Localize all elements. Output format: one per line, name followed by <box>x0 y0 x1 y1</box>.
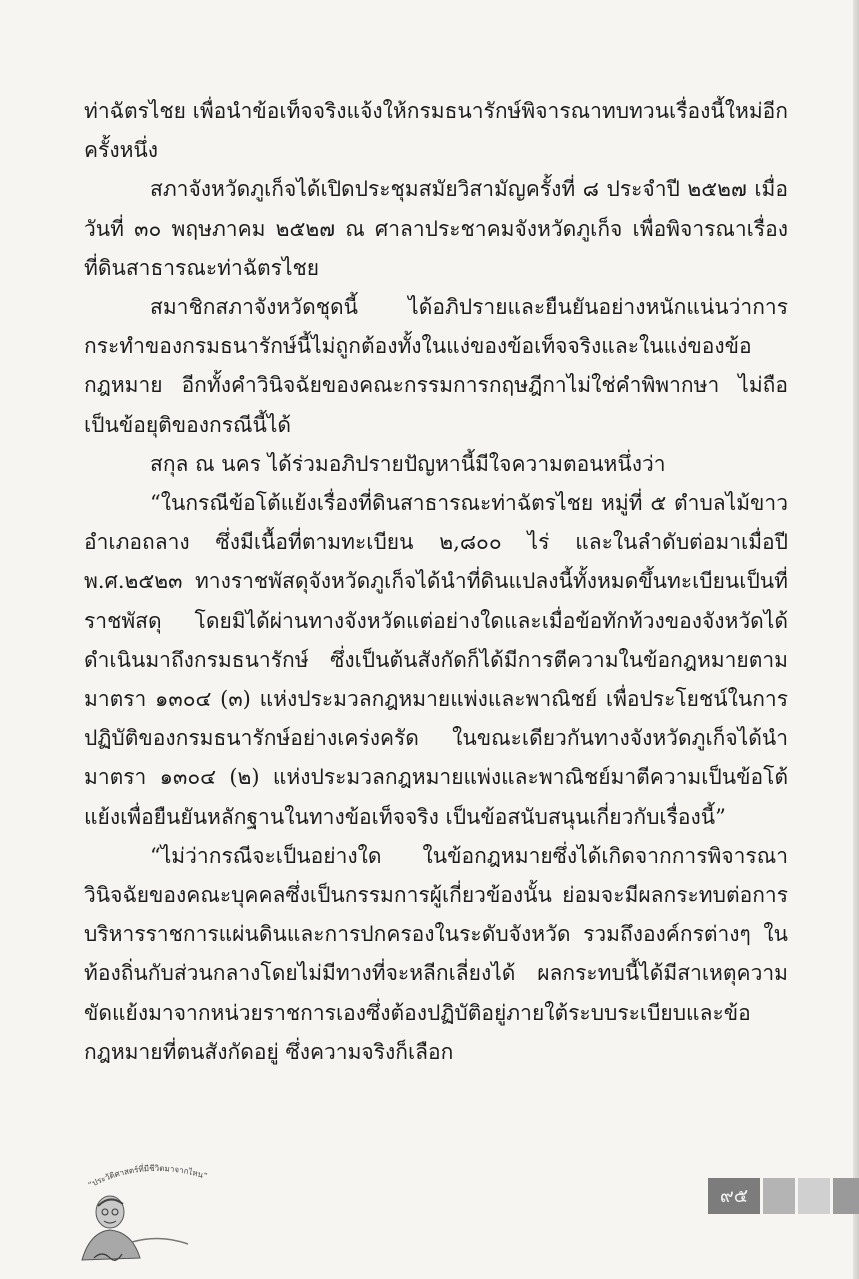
paragraph-2: สภาจังหวัดภูเก็จได้เปิดประชุมสมัยวิสามัญครั้งที่ ๘ ประจำปี ๒๕๒๗ เมื่อวันที่ ๓๐ พฤษภาคม ๒๕๒๗ ณ ศาลาประชาคมจังหวัดภูเก็จ เพื่อพิจารณาเรื่องที่ดินสาธารณะท่าฉัตรไชย <box>84 177 788 280</box>
paragraph-4: สกุล ณ นคร ได้ร่วมอภิปรายปัญหานี้มีใจความตอนหนึ่งว่า <box>150 451 666 476</box>
tab-block <box>763 1178 795 1214</box>
tab-block <box>833 1178 859 1214</box>
logo-caption: “ประวัติศาสตร์ที่มีชีวิตมาจากไหน” <box>86 1163 209 1190</box>
paragraph-6-quote: “ไม่ว่ากรณีจะเป็นอย่างใด ในข้อกฎหมายซึ่งได้เกิดจากการพิจารณาวินิจฉัยของคณะบุคคลซึ่งเป็นกรรมการผู้เกี่ยวข้องนั้น ย่อมจะมีผลกระทบต่อการบริหารราชการแผ่นดินและการปกครองในระดับจังหวัด รวมถึงองค์กรต่างๆ ในท้องถิ่นกับส่วนกลางโดยไม่มีทางที่จะหลีกเลี่ยงได้ ผลกระทบนี้ได้มีสาเหตุความขัดแย้งมาจากหน่วยราชการเองซึ่งต้องปฏิบัติอยู่ภายใต้ระบบระเบียบและข้อกฎหมายที่ตนสังกัดอยู่ ซึ่งความจริงก็เลือก <box>84 843 788 1064</box>
body-text <box>84 92 788 1072</box>
paragraph-3: สมาชิกสภาจังหวัดชุดนี้ ได้อภิปรายและยืนยันอย่างหนักแน่นว่าการกระทำของกรมธนารักษ์นี้ไม่ถูกต้องทั้งในแง่ของข้อเท็จจริงและในแง่ของข้อกฎหมาย อีกทั้งคำวินิจฉัยของคณะกรรมการกฤษฎีกาไม่ใช่คำพิพากษา ไม่ถือเป็นข้อยุติของกรณีนี้ได้ <box>84 295 788 437</box>
page-number: ๙๕ <box>708 1178 760 1214</box>
page-number-tab <box>708 1178 859 1214</box>
portrait-logo-icon <box>70 1160 230 1270</box>
svg-text:“ประวัติศาสตร์ที่มีชีวิตมาจากไ <box>87 1163 209 1190</box>
tab-block <box>798 1178 830 1214</box>
paragraph-5-quote: “ในกรณีข้อโต้แย้งเรื่องที่ดินสาธารณะท่าฉัตรไชย หมู่ที่ ๕ ตำบลไม้ขาว อำเภอถลาง ซึ่งมีเนื้อที่ตามทะเบียน ๒,๘๐๐ ไร่ และในลำดับต่อมาเมื่อปี พ.ศ.๒๕๒๓ ทางราชพัสดุจังหวัดภูเก็จได้นำที่ดินแปลงนี้ทั้งหมดขึ้นทะเบียนเป็นที่ราชพัสดุ โดยมิได้ผ่านทางจังหวัดแต่อย่างใดและเมื่อข้อทักท้วงของจังหวัดได้ดำเนินมาถึงกรมธนารักษ์ ซึ่งเป็นต้นสังกัดก็ได้มีการตีความในข้อกฎหมายตามมาตรา ๑๓๐๔ (๓) แห่งประมวลกฎหมายแพ่งและพาณิชย์ เพื่อประโยชน์ในการปฏิบัติของกรมธนารักษ์อย่างเคร่งครัด ในขณะเดียวกันทางจังหวัดภูเก็จได้นำมาตรา ๑๓๐๔ (๒) แห่งประมวลกฎหมายแพ่งและพาณิชย์มาตีความเป็นข้อโต้แย้งเพื่อยืนยันหลักฐานในทางข้อเท็จจริง เป็นข้อสนับสนุนเกี่ยวกับเรื่องนี้” <box>84 491 788 829</box>
page-footer <box>0 1150 859 1279</box>
paragraph-1: ท่าฉัตรไชย เพื่อนำข้อเท็จจริงแจ้งให้กรมธนารักษ์พิจารณาทบทวนเรื่องนี้ใหม่อีกครั้งหนึ่ง <box>84 99 788 163</box>
page-edge <box>853 0 859 1279</box>
